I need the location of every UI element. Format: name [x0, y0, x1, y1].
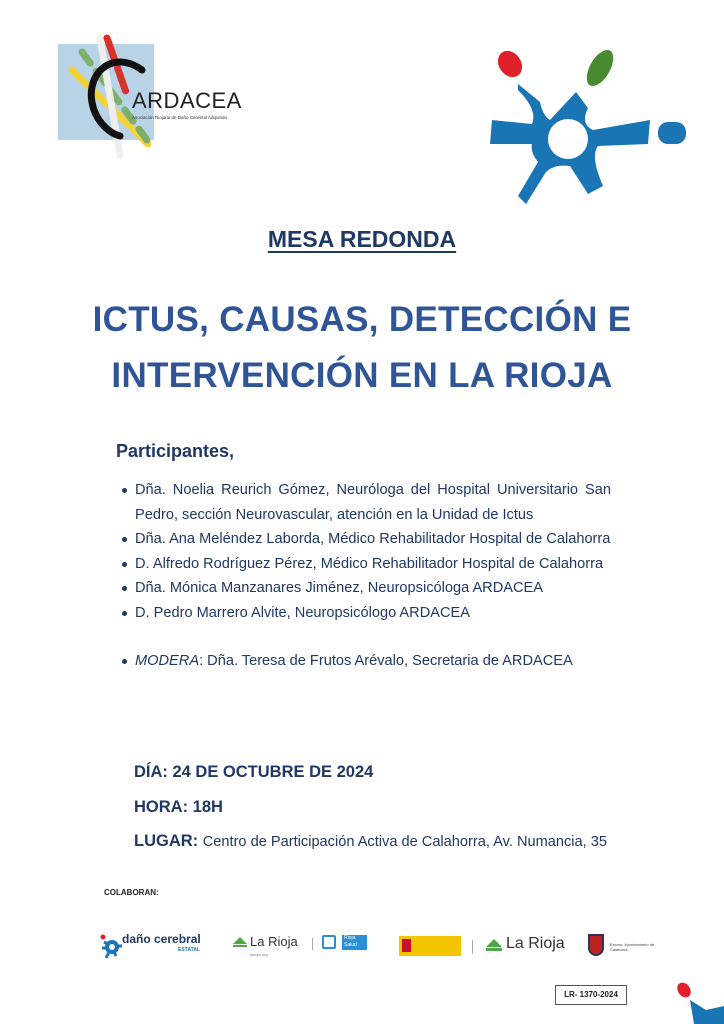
- participant-item: D. Pedro Marrero Alvite, Neuropsicólogo ARDACEA: [135, 601, 611, 626]
- dano-cerebral-estatal-logo: daño cerebral ESTATAL: [100, 932, 205, 962]
- event-title-line-2: INTERVENCIÓN EN LA RIOJA: [111, 356, 613, 395]
- gobierno-espana-logo: [399, 936, 461, 956]
- ardacea-name: ARDACEA: [132, 88, 242, 113]
- la-rioja-logo-large: La Rioja: [486, 935, 571, 959]
- corner-neuron-decoration: [676, 980, 724, 1024]
- event-date: DÍA: 24 DE OCTUBRE DE 2024: [134, 763, 374, 781]
- divider: [312, 938, 313, 950]
- place-value: Centro de Participación Activa de Calahorra, Av. Numancia, 35: [202, 834, 607, 850]
- event-place: [134, 832, 607, 851]
- moderator-item: [135, 649, 611, 674]
- registration-code: LR- 1370-2024: [555, 985, 627, 1005]
- ardacea-tagline: Asociación Riojana de Daño Cerebral Adquirido: [132, 115, 228, 120]
- event-type-heading: MESA REDONDA: [267, 226, 457, 252]
- event-title-line-1: ICTUS, CAUSAS, DETECCIÓN E: [92, 300, 632, 339]
- ayuntamiento-calahorra-logo: Excmo. Ayuntamiento de Calahorra: [588, 932, 663, 960]
- participant-item: D. Alfredo Rodríguez Pérez, Médico Rehabilitador Hospital de Calahorra: [135, 552, 611, 577]
- rioja-salud-logo: Rioja Salud: [322, 935, 368, 951]
- moderator-label: MODERA: [135, 653, 200, 669]
- participant-item: Dña. Ana Meléndez Laborda, Médico Rehabilitador Hospital de Calahorra: [135, 527, 611, 552]
- place-label: LUGAR:: [134, 832, 199, 850]
- moderator-text: : Dña. Teresa de Frutos Arévalo, Secretaria de ARDACEA: [199, 653, 573, 669]
- participants-list: [116, 478, 611, 674]
- ardacea-logo: [52, 30, 252, 160]
- participant-item: Dña. Mónica Manzanares Jiménez, Neuropsicóloga ARDACEA: [135, 576, 611, 601]
- la-rioja-logo: La Rioja larioja.org: [233, 934, 313, 960]
- participant-item: Dña. Noelia Reurich Gómez, Neuróloga del Hospital Universitario San Pedro, sección Neurovascular, atención en la Unidad de Ictus: [135, 478, 611, 527]
- participants-heading: Participantes,: [116, 441, 235, 461]
- dano-cerebral-neuron-logo: [488, 44, 688, 219]
- divider: [472, 940, 473, 954]
- collaborators-label: COLABORAN:: [104, 888, 159, 897]
- event-time: HORA: 18H: [134, 798, 223, 816]
